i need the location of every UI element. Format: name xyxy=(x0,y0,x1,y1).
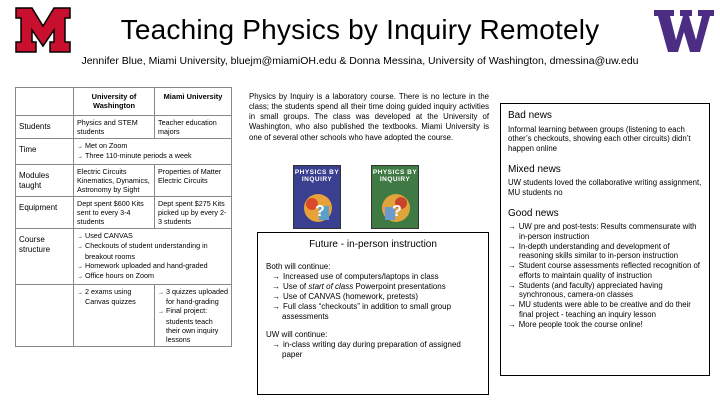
cell-uw-assessment xyxy=(74,284,155,346)
book-title: PHYSICS BY INQUIRY xyxy=(372,169,418,183)
svg-text:?: ? xyxy=(315,203,325,220)
bad-news-text: Informal learning between groups (listening to each other’s checkouts, showing each other circuits) didn’t happen online xyxy=(508,124,691,153)
row-label-time: Time xyxy=(16,138,74,164)
table-row xyxy=(16,284,232,346)
authors-line: Jennifer Blue, Miami University, bluejm@miamiOH.edu & Donna Messina, University of Washington, dmessina@uw.edu xyxy=(81,55,639,67)
row-label-assessment xyxy=(16,284,74,346)
table-row xyxy=(16,164,232,196)
mixed-news-text: UW students loved the collaborative writing assignment, MU students no xyxy=(508,178,702,197)
list-item: → Student course assessments reflected recognition of efforts to maintain quality of instruction xyxy=(508,261,702,280)
news-box xyxy=(500,103,710,376)
row-label-structure: Course structure xyxy=(16,228,74,284)
item-text: Powerpoint presentations xyxy=(353,281,446,291)
col-header-uw: University of Washington xyxy=(74,88,155,116)
list-item: → Met on Zoom xyxy=(77,141,228,152)
uw-continue-list xyxy=(272,340,480,360)
cell-structure xyxy=(74,228,232,284)
cell-mu-modules: Properties of Matter Electric Circuits xyxy=(155,164,232,196)
good-news-list xyxy=(508,222,702,329)
book-art-icon xyxy=(300,190,336,226)
intro-paragraph: Physics by Inquiry is a laboratory course. There is no lecture in the class; the students spend all their time doing guided inquiry activities in small groups. The class was developed at the University of Washington, who also published the textbooks. Miami University is one of several other schools who have adopted the course. xyxy=(249,92,489,142)
table-header-row xyxy=(16,88,232,116)
list-item: → More people took the course online! xyxy=(508,320,702,330)
cell-uw-students: Physics and STEM students xyxy=(74,115,155,138)
book-title: PHYSICS BY INQUIRY xyxy=(294,169,340,183)
list-item: → Office hours on Zoom xyxy=(77,271,228,282)
cell-time xyxy=(74,138,232,164)
list-item: → 3 quizzes uploaded for hand-grading xyxy=(158,287,228,307)
both-continue-list xyxy=(272,272,480,322)
row-label-modules: Modules taught xyxy=(16,164,74,196)
col-header-mu: Miami University xyxy=(155,88,232,116)
table-row xyxy=(16,196,232,228)
svg-text:?: ? xyxy=(392,203,402,220)
comparison-table xyxy=(15,87,232,347)
book-cover-volume-1 xyxy=(293,165,341,229)
list-item: → Checkouts of student understanding in breakout rooms xyxy=(77,241,228,261)
cell-uw-modules: Electric Circuits Kinematics, Dynamics, Astronomy by Sight xyxy=(74,164,155,196)
list-item: → UW pre and post-tests: Results commensurate with in-person instruction xyxy=(508,222,702,241)
mixed-news-heading: Mixed news xyxy=(508,163,561,175)
table-corner xyxy=(16,88,74,116)
table-row xyxy=(16,115,232,138)
item-text: Use of xyxy=(283,281,309,291)
list-item: → Used CANVAS xyxy=(77,231,228,242)
item-emphasis: start of class xyxy=(308,281,354,291)
row-label-students: Students xyxy=(16,115,74,138)
row-label-equipment: Equipment xyxy=(16,196,74,228)
list-item: → Increased use of computers/laptops in class xyxy=(272,272,480,282)
cell-mu-assessment xyxy=(155,284,232,346)
future-instruction-box xyxy=(257,232,489,395)
both-continue-label: Both will continue: xyxy=(266,261,331,271)
list-item: → MU students were able to be creative and do their final project - teaching an inquiry lesson xyxy=(508,300,702,319)
list-item xyxy=(272,282,480,292)
table-row xyxy=(16,228,232,284)
list-item: → In-depth understanding and development of reasoning skills similar to in-person instruction xyxy=(508,242,702,261)
cell-uw-equipment: Dept spent $600 Kits sent to every 3-4 students xyxy=(74,196,155,228)
list-item: → Use of CANVAS (homework, pretests) xyxy=(272,292,480,302)
uw-continue-label: UW will continue: xyxy=(266,329,328,339)
cell-mu-equipment: Dept spent $275 Kits picked up by every 2-3 students xyxy=(155,196,232,228)
list-item: → Full class “checkouts” in addition to small group assessments xyxy=(272,302,480,322)
list-item: → in-class writing day during preparation of assigned paper xyxy=(272,340,480,360)
table-row xyxy=(16,138,232,164)
list-item: → Students (and faculty) appreciated having synchronous, camera-on classes xyxy=(508,281,702,300)
book-art-icon xyxy=(378,190,414,226)
future-heading: Future - in-person instruction xyxy=(309,239,437,250)
bad-news-heading: Bad news xyxy=(508,110,552,121)
poster-title: Teaching Physics by Inquiry Remotely xyxy=(120,14,600,45)
cell-mu-students: Teacher education majors xyxy=(155,115,232,138)
good-news-heading: Good news xyxy=(508,207,559,219)
list-item: → Final project: students teach their own inquiry lessons xyxy=(158,306,228,344)
list-item: → Three 110-minute periods a week xyxy=(77,151,228,162)
book-cover-volume-2 xyxy=(371,165,419,229)
list-item: → Homework uploaded and hand-graded xyxy=(77,261,228,272)
list-item: → 2 exams using Canvas quizzes xyxy=(77,287,151,307)
